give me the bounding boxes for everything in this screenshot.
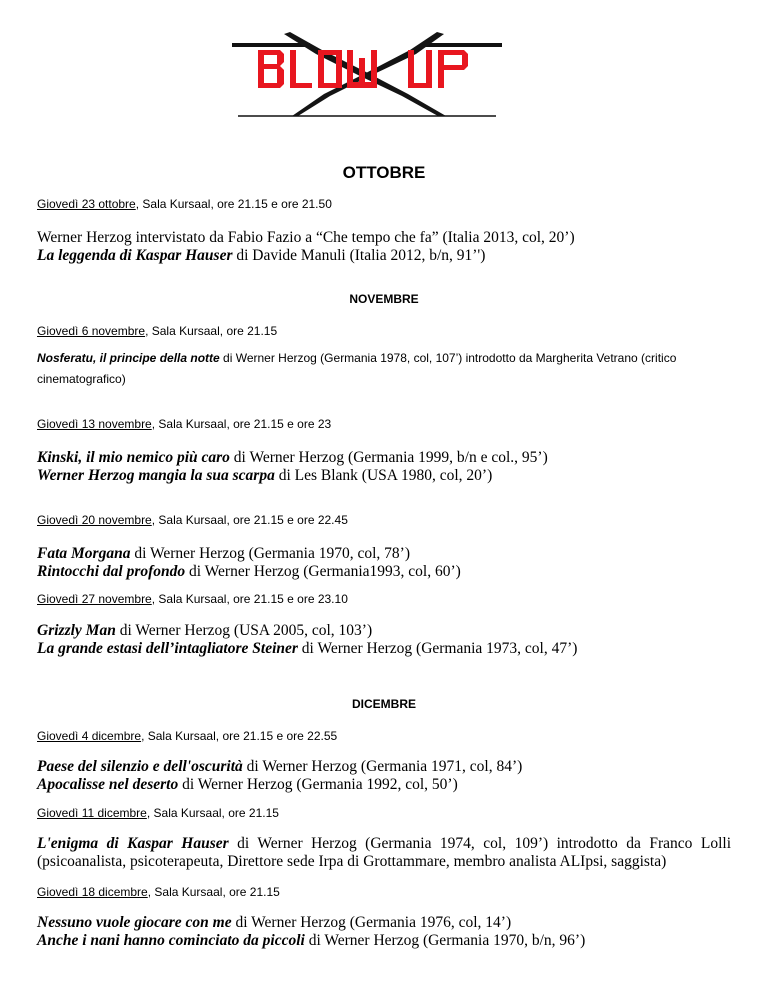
film-details: di Werner Herzog (Germania1993, col, 60’)	[185, 563, 461, 580]
film-details: di Werner Herzog (Germania 1974, col, 109’) introdotto da Franco Lolli (psicoanalista, psicoterapeuta, Direttore sede Irpa di Grottammare, membro analista ALIpsi, saggista)	[37, 835, 731, 870]
film-title: L'enigma di Kaspar Hauser	[37, 835, 229, 852]
film-entry	[37, 758, 737, 776]
film-entry	[37, 545, 737, 563]
film-title: Nessuno vuole giocare con me	[37, 914, 232, 931]
event-date-line	[37, 729, 337, 743]
film-title: Rintocchi dal profondo	[37, 563, 186, 580]
event-place: , Sala Kursaal, ore 21.15 e ore 22.55	[141, 729, 338, 743]
film-details: di Werner Herzog (Germania 1973, col, 47’)	[297, 640, 578, 657]
film-entry	[37, 776, 737, 794]
film-entry	[37, 247, 737, 265]
film-details: di Werner Herzog (Germania 1978, col, 107’) introdotto da Margherita Vetrano (critico cinematografico)	[37, 351, 677, 386]
event-date-line	[37, 885, 280, 899]
event-date: Giovedì 4 dicembre	[37, 729, 142, 743]
film-title: Grizzly Man	[37, 622, 116, 639]
event-place: , Sala Kursaal, ore 21.15	[147, 885, 280, 899]
film-details: di Werner Herzog (Germania 1992, col, 50’)	[178, 776, 458, 793]
month-heading-ottobre: OTTOBRE	[342, 163, 426, 182]
film-entry	[37, 348, 737, 390]
event-date: Giovedì 27 novembre	[37, 592, 152, 606]
blow-up-logo	[232, 32, 502, 118]
film-details: di Werner Herzog (Germania 1970, col, 78’)	[130, 545, 410, 562]
event-date-line	[37, 417, 331, 431]
film-title: La leggenda di Kaspar Hauser	[37, 247, 233, 264]
film-title: Anche i nani hanno cominciato da piccoli	[37, 932, 305, 949]
film-details: di Werner Herzog (Germania 1971, col, 84’)	[242, 758, 523, 775]
event-date-line	[37, 513, 348, 527]
film-title: Werner Herzog mangia la sua scarpa	[37, 467, 275, 484]
film-title: La grande estasi dell’intagliatore Steiner	[37, 640, 298, 657]
film-details: Werner Herzog intervistato da Fabio Fazio a “Che tempo che fa” (Italia 2013, col, 20’)	[37, 229, 575, 246]
month-heading-novembre: NOVEMBRE	[349, 292, 419, 306]
event-date-line	[37, 197, 332, 211]
event-place: , Sala Kursaal, ore 21.15 e ore 23	[151, 417, 332, 431]
event-date: Giovedì 20 novembre	[37, 513, 152, 527]
film-details: di Werner Herzog (USA 2005, col, 103’)	[115, 622, 373, 639]
event-date: Giovedì 18 dicembre	[37, 885, 148, 899]
film-details: di Werner Herzog (Germania 1976, col, 14’)	[231, 914, 512, 931]
event-date: Giovedì 23 ottobre	[37, 197, 136, 211]
film-title: Kinski, il mio nemico più caro	[37, 449, 230, 466]
event-place: , Sala Kursaal, ore 21.15 e ore 21.50	[135, 197, 332, 211]
film-entry	[37, 835, 731, 871]
event-date-line	[37, 592, 348, 606]
film-title: Paese del silenzio e dell'oscurità	[37, 758, 243, 775]
event-date: Giovedì 13 novembre	[37, 417, 152, 431]
film-details: di Davide Manuli (Italia 2012, b/n, 91’')	[232, 247, 486, 264]
film-entry	[37, 467, 737, 485]
event-place: , Sala Kursaal, ore 21.15	[146, 806, 279, 820]
month-heading-dicembre: DICEMBRE	[351, 697, 416, 711]
film-entry	[37, 229, 737, 247]
film-entry	[37, 563, 737, 581]
event-date: Giovedì 6 novembre	[37, 324, 146, 338]
film-details: di Werner Herzog (Germania 1999, b/n e col., 95’)	[229, 449, 548, 466]
film-details: di Werner Herzog (Germania 1970, b/n, 96’)	[304, 932, 586, 949]
film-title: Apocalisse nel deserto	[37, 776, 179, 793]
film-details: di Les Blank (USA 1980, col, 20’)	[274, 467, 493, 484]
film-entry	[37, 449, 737, 467]
event-date: Giovedì 11 dicembre	[37, 806, 147, 820]
film-entry	[37, 640, 737, 658]
film-title: Nosferatu, il principe della notte	[37, 351, 220, 365]
film-title: Fata Morgana	[37, 545, 131, 562]
event-place: , Sala Kursaal, ore 21.15	[145, 324, 278, 338]
event-place: , Sala Kursaal, ore 21.15 e ore 23.10	[151, 592, 348, 606]
film-entry	[37, 932, 737, 950]
film-entry	[37, 622, 737, 640]
event-place: , Sala Kursaal, ore 21.15 e ore 22.45	[151, 513, 348, 527]
film-entry	[37, 914, 737, 932]
event-date-line	[37, 324, 277, 338]
event-date-line	[37, 806, 279, 820]
